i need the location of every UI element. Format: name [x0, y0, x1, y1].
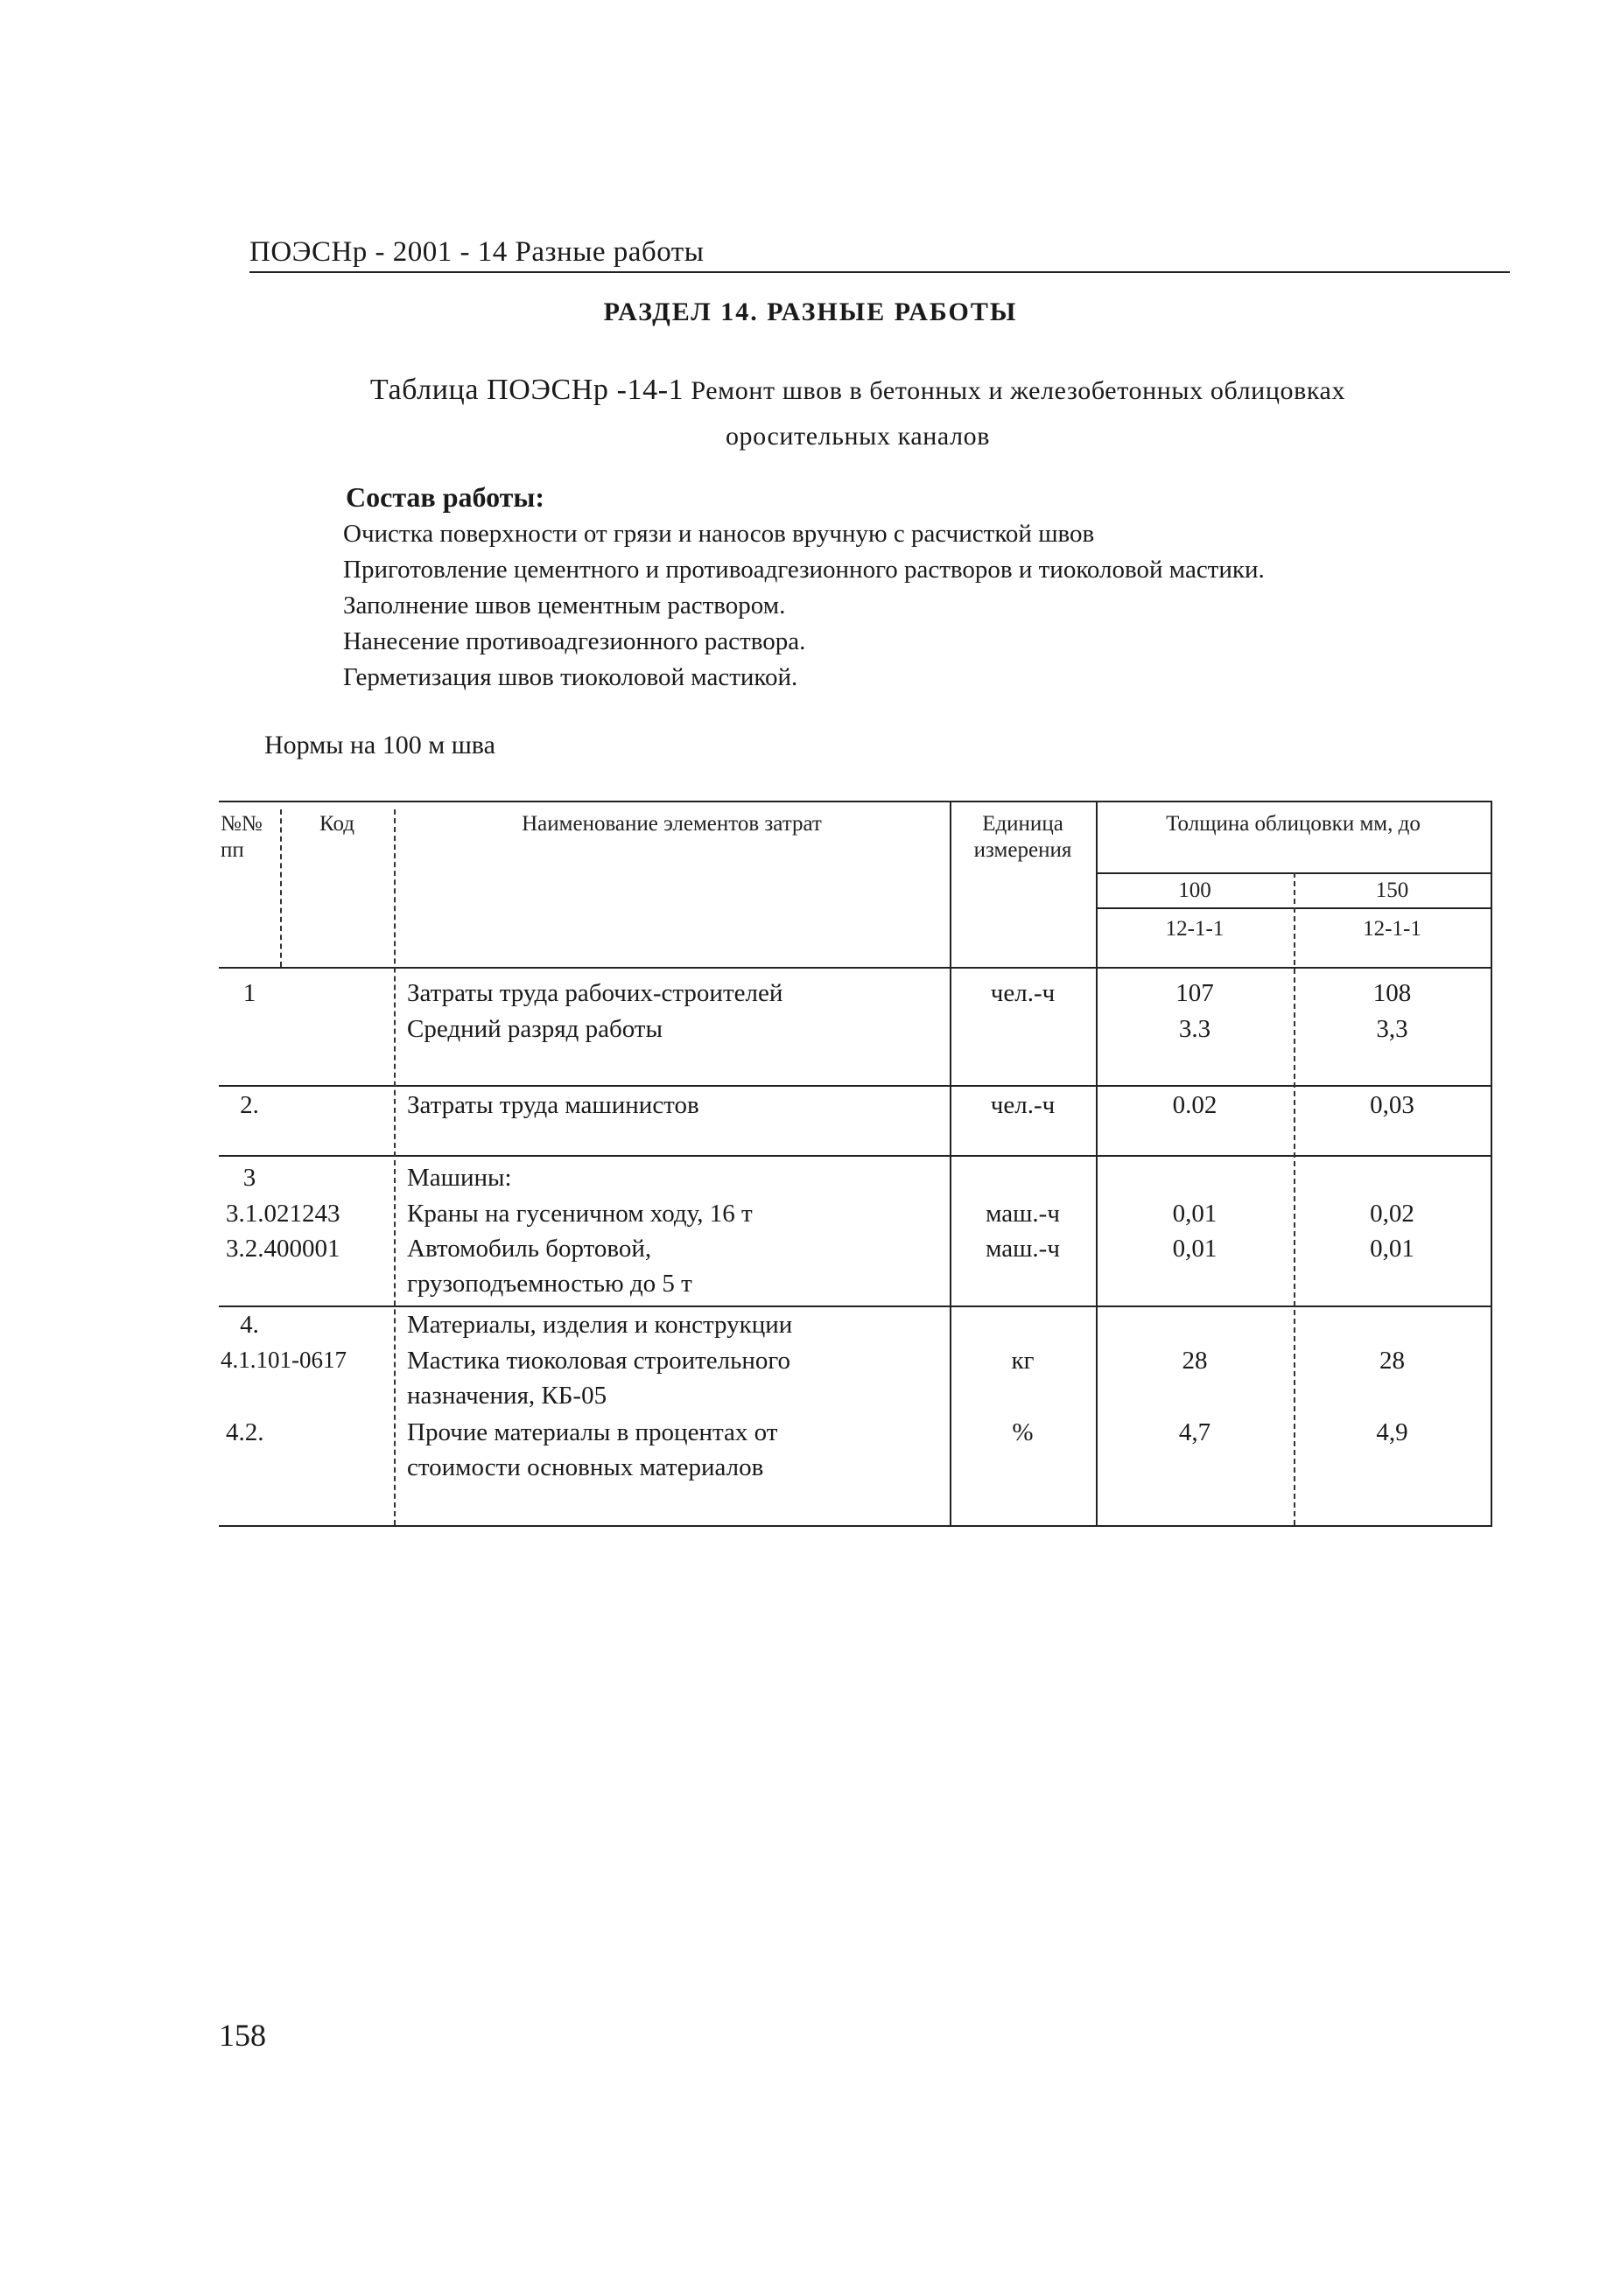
- norms-table: [219, 801, 1492, 1527]
- row-value-100: 0.02: [1172, 1091, 1218, 1119]
- header-col2-code: 12-1-1: [1363, 917, 1421, 941]
- row-name: Мастика тиоколовая строительного: [407, 1347, 791, 1375]
- row-code: 4.2.: [226, 1418, 264, 1446]
- row-value-150: 0,03: [1370, 1091, 1414, 1119]
- row-num: 2.: [240, 1091, 259, 1119]
- header-name: Наименование элементов затрат: [522, 812, 822, 836]
- header-col2: 150: [1375, 878, 1409, 902]
- header-col1-code: 12-1-1: [1165, 917, 1225, 941]
- row-name: Затраты труда машинистов: [407, 1091, 699, 1119]
- row-value-100: 0,01: [1172, 1235, 1218, 1263]
- section-title: РАЗДЕЛ 14. РАЗНЫЕ РАБОТЫ: [603, 298, 1018, 326]
- row-name: стоимости основных материалов: [407, 1453, 764, 1481]
- row-value-150: 0,02: [1370, 1200, 1414, 1228]
- row-value-100: 107: [1175, 979, 1214, 1007]
- row-unit: маш.-ч: [986, 1235, 1060, 1263]
- row-code: 3.1.021243: [226, 1200, 340, 1228]
- table-title-line1: Ремонт швов в бетонных и железобетонных облицовках: [691, 376, 1346, 405]
- work-item: Очистка поверхности от грязи и наносов вручную с расчисткой швов: [343, 520, 1095, 548]
- row-unit: маш.-ч: [986, 1200, 1060, 1228]
- table-top-rule: [219, 801, 1492, 802]
- row-name: Краны на гусеничном ходу, 16 т: [407, 1200, 753, 1228]
- row-value-100: 4,7: [1178, 1418, 1211, 1446]
- row-num: 3: [242, 1164, 256, 1192]
- header-num: №№ пп: [221, 812, 263, 862]
- col-sep-unit: [1096, 801, 1098, 1525]
- row-name: Машины:: [407, 1164, 512, 1192]
- row-unit: кг: [1011, 1347, 1035, 1375]
- table-title: [263, 368, 1453, 459]
- row-unit: %: [1012, 1418, 1034, 1446]
- row-name: Средний разряд работы: [407, 1015, 663, 1043]
- norms-note: Нормы на 100 м шва: [264, 731, 495, 760]
- row-name: назначения, КБ-05: [407, 1382, 607, 1410]
- row-value-100: 0,01: [1172, 1200, 1218, 1228]
- row-value-100: 3.3: [1178, 1015, 1211, 1043]
- row-name: грузоподъемностью до 5 т: [407, 1270, 692, 1298]
- row-name: Автомобиль бортовой,: [407, 1235, 652, 1263]
- work-item: Нанесение противоадгезионного раствора.: [343, 627, 806, 655]
- page-number: 158: [219, 2018, 266, 2053]
- row-value-150: 108: [1372, 979, 1412, 1007]
- row-name: Материалы, изделия и конструкции: [407, 1311, 793, 1339]
- row-name: Прочие материалы в процентах от: [407, 1418, 778, 1446]
- row-rule: [219, 1306, 1492, 1307]
- col-sep-name: [950, 801, 951, 1525]
- row-value-150: 3,3: [1376, 1015, 1408, 1043]
- row-value-100: 28: [1182, 1347, 1208, 1375]
- header-code: Код: [319, 812, 354, 836]
- row-name: Затраты труда рабочих-строителей: [407, 979, 783, 1007]
- table-right-rule: [1491, 801, 1492, 1525]
- table-bottom-rule: [219, 1525, 1492, 1527]
- row-unit: чел.-ч: [990, 979, 1056, 1007]
- work-composition-label: Состав работы:: [346, 481, 545, 513]
- row-rule: [219, 1085, 1492, 1087]
- header-rule: [249, 271, 1510, 273]
- col-sep-code: [394, 809, 396, 1525]
- row-rule: [219, 1155, 1492, 1157]
- row-unit: чел.-ч: [990, 1091, 1056, 1119]
- row-value-150: 0,01: [1370, 1235, 1414, 1263]
- work-composition-list: [343, 516, 1265, 696]
- row-num: 1: [242, 979, 256, 1007]
- work-item: Заполнение швов цементным раствором.: [343, 592, 786, 620]
- header-thickness: Толщина облицовки мм, до: [1166, 812, 1421, 836]
- table-title-prefix: Таблица ПОЭСНр -14-1: [369, 374, 684, 406]
- running-header: ПОЭСНр - 2001 - 14 Разные работы: [249, 236, 705, 268]
- row-value-150: 4,9: [1376, 1418, 1408, 1446]
- table-title-line2: оросительных каналов: [725, 422, 991, 451]
- header-bottom-rule: [219, 967, 1492, 969]
- header-unit: Единица измерения: [973, 812, 1072, 862]
- header-col1: 100: [1178, 878, 1211, 902]
- work-item: Герметизация швов тиоколовой мастикой.: [343, 663, 798, 691]
- row-num: 4.: [240, 1311, 259, 1339]
- row-value-150: 28: [1379, 1347, 1405, 1375]
- work-item: Приготовление цементного и противоадгезионного растворов и тиоколовой мастики.: [343, 556, 1265, 584]
- row-code: 4.1.101-0617: [221, 1347, 347, 1373]
- row-code: 3.2.400001: [226, 1235, 340, 1263]
